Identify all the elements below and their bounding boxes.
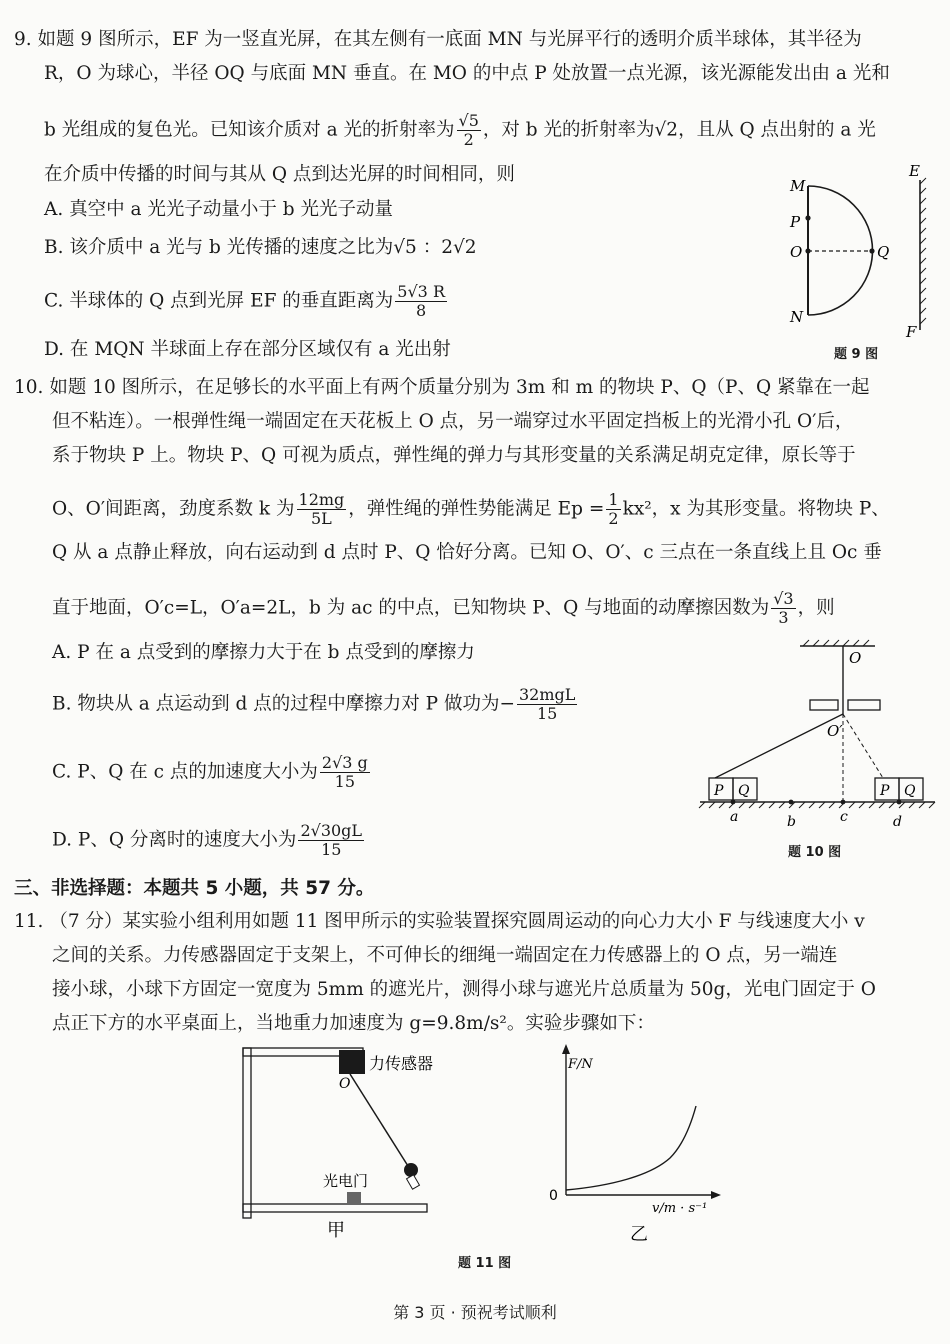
q10-label-p-a: P (714, 783, 724, 799)
q9-optc-num: 5√3 R (397, 282, 445, 301)
section-heading: 三、非选择题：本题共 5 小题，共 57 分。 (14, 878, 375, 899)
q10-line2: 但不粘连）。一根弹性绳一端固定在天花板上 O 点，另一端穿过水平固定挡板上的光滑小孔 O′后， (52, 411, 854, 432)
q10-k-num: 12mg (298, 490, 345, 509)
q9-optc-fraction (395, 283, 447, 320)
q10-point-d (897, 800, 902, 805)
q9-point-o (805, 248, 810, 253)
q9-option-a: A. 真空中 a 光光子动量小于 b 光光子动量 (44, 199, 394, 220)
q9-label-q: Q (877, 243, 890, 261)
q10-optd-fraction (298, 822, 364, 859)
q10-label-q-d: Q (904, 783, 916, 799)
q11-ball (404, 1163, 418, 1177)
q9-option-c (44, 283, 449, 320)
q10-optd-den: 15 (321, 840, 342, 859)
q9-text1: 如题 9 图所示，EF 为一竖直光屏，在其左侧有一底面 MN 与光屏平行的透明介质半球体，其半径为 (37, 29, 862, 50)
q9-option-d: D. 在 MQN 半球面上存在部分区域仅有 a 光出射 (44, 339, 451, 360)
q9-optc-den: 8 (416, 301, 427, 320)
q9-label-e: E (909, 162, 920, 180)
q10-label-d: d (893, 814, 902, 830)
q11-string (350, 1074, 408, 1166)
q9-label-o: O (790, 243, 803, 261)
q10-label-q-a: Q (738, 783, 750, 799)
q10-option-a: A. P 在 a 点受到的摩擦力大于在 b 点受到的摩擦力 (52, 642, 475, 663)
q10-label-a: a (730, 809, 739, 825)
q10-line4 (52, 491, 890, 528)
q10-line1 (14, 376, 870, 400)
q10-dashed-od (843, 714, 883, 778)
q10-option-c (52, 754, 372, 791)
q10-optb-fraction (517, 686, 577, 723)
q10-option-d (52, 822, 366, 859)
q9-point-q (869, 248, 874, 253)
q10-text6a: 直于地面，O′c=L，O′a=2L，b 为 ac 的中点，已知物块 P、Q 与地面的动摩擦因数为 (52, 597, 770, 619)
q10-option-b (52, 686, 579, 723)
q9-line2: R，O 为球心，半径 OQ 与底面 MN 垂直。在 MO 的中点 P 处放置一点光源，该光源能发出由 a 光和 (44, 63, 890, 84)
q11-force-sensor (339, 1050, 365, 1074)
q10-optb-num: 32mgL (518, 685, 576, 704)
q10-optd-num: 2√30gL (300, 821, 363, 840)
q11-label-photogate: 光电门 (323, 1172, 369, 1190)
q11-graph-y-arrow (562, 1044, 570, 1054)
q11-shading-plate (407, 1175, 420, 1189)
page-footer: 第 3 页 · 预祝考试顺利 (393, 1303, 557, 1322)
q11-number: 11. (14, 911, 44, 932)
q10-ceiling-hatch (803, 640, 869, 646)
q10-mu-fraction (771, 590, 795, 627)
q9-text3a: b 光组成的复色光。已知该介质对 a 光的折射率为 (44, 119, 455, 141)
q10-point-a (731, 800, 736, 805)
q10-line5: Q 从 a 点静止释放，向右运动到 d 点时 P、Q 恰好分离。已知 O、O′、c 三点在一条直线上且 Oc 垂 (52, 542, 882, 563)
q11-stand-pole (243, 1048, 251, 1218)
q11-graph-x-arrow (711, 1191, 721, 1199)
q10-k-den: 5L (311, 509, 332, 528)
q11-line2: 之间的关系。力传感器固定于支架上，不可伸长的细绳一端固定在力传感器上的 O 点，另一端连 (52, 945, 838, 966)
q10-label-o: O (849, 649, 862, 667)
q10-plate-right (848, 700, 880, 710)
q9-text3b: ，对 b 光的折射率为√2，且从 Q 点出射的 a 光 (482, 119, 876, 141)
q11-label-jia: 甲 (327, 1220, 345, 1241)
q9-index-a-fraction (457, 112, 481, 149)
q10-optb-text: B. 物块从 a 点运动到 d 点的过程中摩擦力对 P 做功为− (52, 693, 515, 715)
q9-label-m: M (790, 177, 806, 195)
q9-line3 (44, 112, 876, 149)
q11-graph-curve (566, 1106, 696, 1190)
q11-table (243, 1204, 427, 1212)
q10-rope-to-a (715, 714, 843, 778)
q9-option-b: B. 该介质中 a 光与 b 光传播的速度之比为√5 ：2√2 (44, 237, 477, 258)
q9-label-n: N (790, 308, 804, 326)
q10-text6b: ，则 (797, 597, 835, 619)
q10-point-c (841, 800, 846, 805)
q10-optc-den: 15 (334, 772, 356, 791)
q11-line3: 接小球，小球下方固定一宽度为 5mm 的遮光片，测得小球与遮光片总质量为 50g，光电门固定于 O (52, 979, 876, 1000)
q9-line4: 在介质中传播的时间与其从 Q 点到达光屏的时间相同，则 (44, 164, 515, 185)
q9-optc-text: C. 半球体的 Q 点到光屏 EF 的垂直距离为 (44, 290, 394, 312)
q10-line3: 系于物块 P 上。物块 P、Q 可视为质点，弹性绳的弹力与其形变量的关系满足胡克定律，原长等于 (52, 445, 856, 466)
q9-frac-num: √5 (458, 111, 479, 130)
q10-label-o-prime: O′ (827, 722, 843, 740)
q11-photogate (347, 1192, 361, 1204)
q9-figure (780, 160, 940, 345)
q11-line1 (14, 910, 865, 934)
q10-label-c: c (840, 809, 848, 825)
q10-plate-left (810, 700, 838, 710)
q9-label-p: P (790, 213, 801, 231)
q10-optc-num: 2√3 g (321, 753, 368, 772)
q10-text1: 如题 10 图所示，在足够长的水平面上有两个质量分别为 3m 和 m 的物块 P、Q（P、Q 紧靠在一起 (49, 377, 870, 398)
q10-figure (695, 636, 940, 836)
q10-optc-text: C. P、Q 在 c 点的加速度大小为 (52, 761, 318, 783)
q11-label-sensor: 力传感器 (369, 1054, 434, 1073)
q10-label-p-d: P (880, 783, 890, 799)
q10-number: 10. (14, 377, 44, 398)
q10-point-b (789, 800, 794, 805)
q9-line1 (14, 28, 862, 52)
q11-caption: 题 11 图 (458, 1256, 512, 1271)
q10-mu-num: √3 (773, 589, 794, 608)
q11-text1: （7 分）某实验小组利用如题 11 图甲所示的实验装置探究圆周运动的向心力大小 F 与线速度大小 v (49, 911, 865, 932)
q10-mu-den: 3 (778, 608, 789, 627)
q10-label-b: b (787, 814, 796, 830)
q10-k-fraction (297, 491, 347, 528)
q9-screen-hatch (920, 178, 926, 324)
q11-figure-jia (235, 1040, 445, 1250)
q11-label-o: O (339, 1076, 351, 1092)
q10-text4b: ，弹性绳的弹性势能满足 Ep = (348, 498, 605, 520)
q10-text4a: O、O′间距离，劲度系数 k 为 (52, 498, 295, 520)
q9-point-p (805, 215, 810, 220)
q10-optd-text: D. P、Q 分离时的速度大小为 (52, 829, 297, 851)
q10-optb-den: 15 (536, 704, 558, 723)
q10-ep-fraction (606, 491, 620, 528)
q11-figure-yi (540, 1040, 730, 1250)
q9-label-f: F (906, 323, 917, 341)
q11-label-origin: 0 (549, 1188, 558, 1204)
q11-line4: 点正下方的水平桌面上，当地重力加速度为 g=9.8m/s²。实验步骤如下： (52, 1013, 655, 1034)
q10-ep-den: 2 (608, 509, 619, 528)
q9-frac-den: 2 (463, 130, 474, 149)
q10-ep-num: 1 (608, 490, 619, 509)
q11-label-fn: F/N (568, 1057, 593, 1072)
q10-optc-fraction (320, 754, 370, 791)
q10-caption: 题 10 图 (788, 845, 842, 860)
q10-line6 (52, 590, 835, 627)
q11-label-v-axis: v/m · s⁻¹ (652, 1201, 708, 1216)
q10-text4c: kx²，x 为其形变量。将物块 P、 (622, 498, 890, 520)
q9-number: 9. (14, 29, 32, 50)
q9-caption: 题 9 图 (834, 347, 879, 362)
q11-label-yi: 乙 (630, 1224, 648, 1245)
